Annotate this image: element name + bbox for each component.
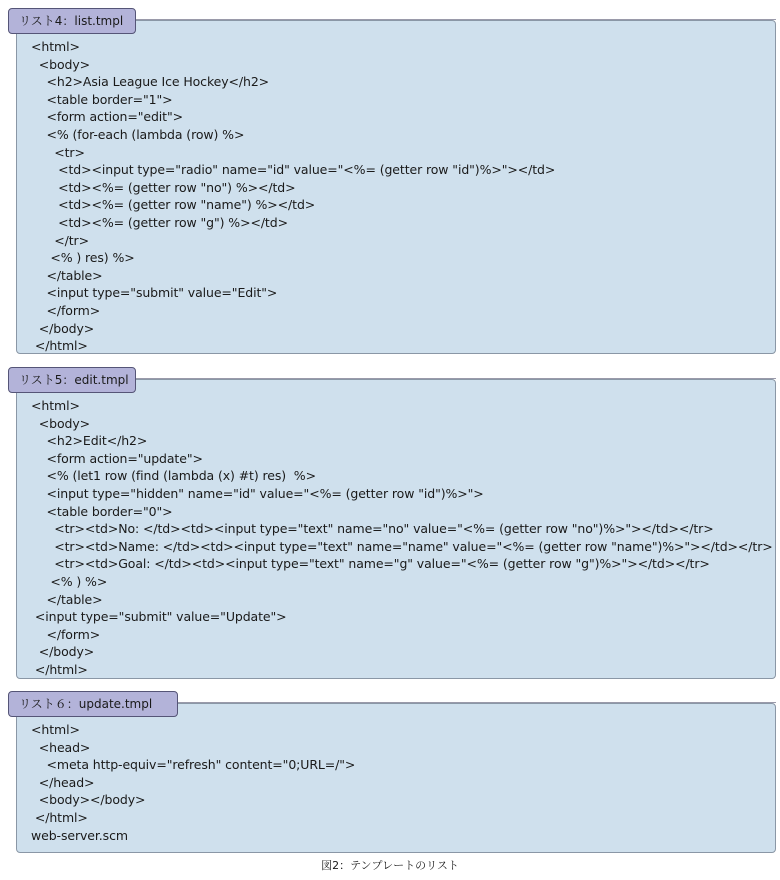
code-line: <input type="submit" value="Update"> xyxy=(31,609,287,625)
tab-rule xyxy=(176,702,776,703)
code-box xyxy=(16,379,776,679)
code-line: <tr><td>Goal: </td><td><input type="text" name="g" value="<%= (getter row "g")%>"></td></tr> xyxy=(31,556,710,572)
code-box xyxy=(16,703,776,853)
listing-title-tab: リスト4：list.tmpl xyxy=(8,8,136,34)
code-line: <h2>Asia League Ice Hockey</h2> xyxy=(31,74,270,90)
listing-edit-tmpl xyxy=(8,367,776,679)
code-line: <head> xyxy=(31,739,91,755)
code-line: <input type="submit" value="Edit"> xyxy=(31,285,278,301)
code-line: web-server.scm xyxy=(31,827,128,843)
code-line: <form action="edit"> xyxy=(31,109,184,125)
code-line: </tr> xyxy=(31,232,89,248)
code-line: </form> xyxy=(31,302,101,318)
code-line: </table> xyxy=(31,591,103,607)
code-line: </html> xyxy=(31,809,88,825)
code-line: </html> xyxy=(31,338,88,354)
listing-update-tmpl xyxy=(8,691,776,853)
code-line: <body> xyxy=(31,415,91,431)
code-line: <body></body> xyxy=(31,792,146,808)
code-line: <% ) res) %> xyxy=(31,250,135,266)
code-line: </table> xyxy=(31,267,103,283)
code-block xyxy=(31,397,773,679)
code-line: <tr> xyxy=(31,144,85,160)
code-line: <html> xyxy=(31,722,80,737)
code-line: </html> xyxy=(31,661,88,677)
code-line: <table border="1"> xyxy=(31,91,173,107)
code-line: <td><input type="radio" name="id" value="<%= (getter row "id")%>"></td> xyxy=(31,162,556,178)
code-line: <html> xyxy=(31,398,80,413)
listing-title-tab: リスト5：edit.tmpl xyxy=(8,367,136,393)
figure-caption: 図2：テンプレートのリスト xyxy=(321,859,459,872)
code-block xyxy=(31,38,555,355)
code-line: </head> xyxy=(31,774,95,790)
listing-title-tab: リスト６：update.tmpl xyxy=(8,691,178,717)
code-line: <table border="0"> xyxy=(31,503,173,519)
code-line: <tr><td>No: </td><td><input type="text" name="no" value="<%= (getter row "no")%>"></td></tr> xyxy=(31,521,714,537)
code-line: <form action="update"> xyxy=(31,450,203,466)
code-line: <td><%= (getter row "name") %></td> xyxy=(31,197,316,213)
code-line: <tr><td>Name: </td><td><input type="text" name="name" value="<%= (getter row "name")%>"></td></tr> xyxy=(31,538,773,554)
code-line: </body> xyxy=(31,644,95,660)
tab-rule xyxy=(134,19,776,20)
code-line: <html> xyxy=(31,39,80,54)
code-line: <h2>Edit</h2> xyxy=(31,433,148,449)
code-block xyxy=(31,721,355,844)
code-line: </form> xyxy=(31,626,101,642)
code-line: <% ) %> xyxy=(31,573,108,589)
code-line: <td><%= (getter row "no") %></td> xyxy=(31,179,296,195)
code-line: <td><%= (getter row "g") %></td> xyxy=(31,214,288,230)
code-line: <meta http-equiv="refresh" content="0;URL=/"> xyxy=(31,757,356,773)
code-line: </body> xyxy=(31,320,95,336)
code-line: <input type="hidden" name="id" value="<%= (getter row "id")%>"> xyxy=(31,485,484,501)
code-line: <% (let1 row (find (lambda (x) #t) res) %> xyxy=(31,468,316,484)
code-line: <body> xyxy=(31,56,91,72)
listing-list-tmpl xyxy=(8,8,776,354)
tab-rule xyxy=(134,378,776,379)
code-box xyxy=(16,20,776,354)
code-line: <% (for-each (lambda (row) %> xyxy=(31,126,245,142)
